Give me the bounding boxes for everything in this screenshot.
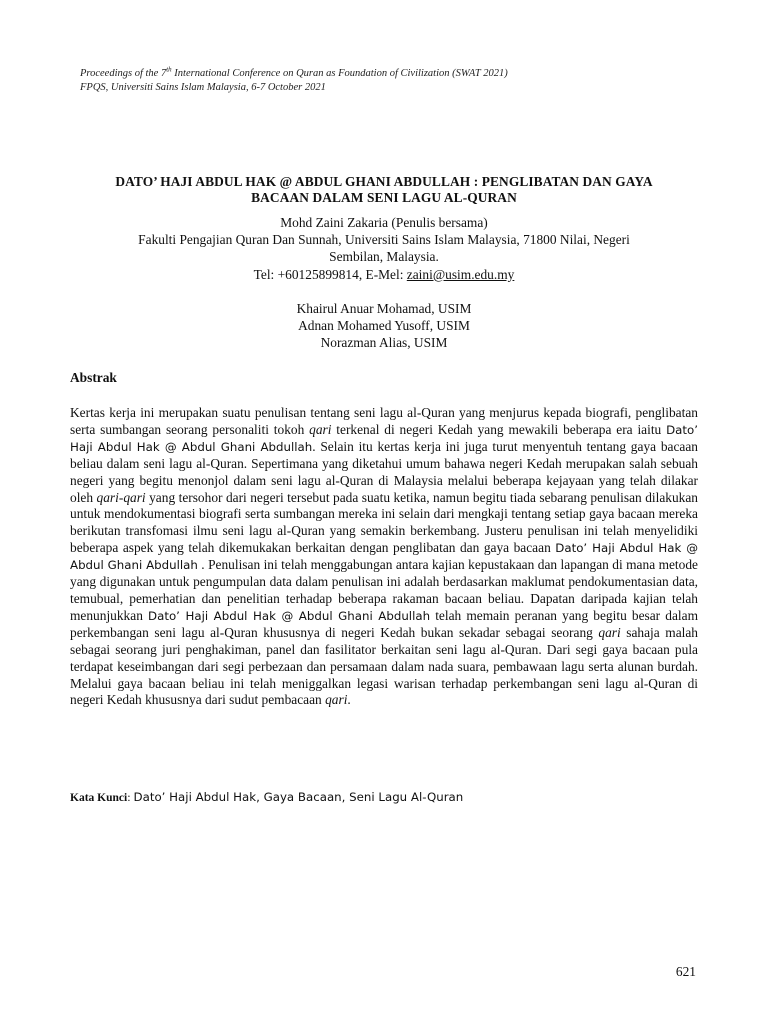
header-text-pre: Proceedings of the 7 bbox=[80, 68, 167, 79]
coauthor-item: Norazman Alias, USIM bbox=[320, 335, 448, 351]
abstract-italic-term: qari-qari bbox=[96, 489, 146, 505]
author-affiliation-2: Sembilan, Malaysia. bbox=[329, 249, 439, 265]
author-block bbox=[70, 214, 698, 283]
author-contact bbox=[70, 266, 698, 283]
abstract-text: telah memain peranan yang begitu besar dalam perkembangan seni lagu al-Quran khususnya di negeri Kedah bukan sekadar sebagai seorang bbox=[70, 607, 698, 640]
abstract-italic-term: qari bbox=[325, 692, 348, 708]
page-number: 621 bbox=[675, 964, 696, 979]
keywords-separator: : bbox=[127, 790, 134, 804]
abstract-italic-term: qari bbox=[598, 624, 621, 640]
keywords-line bbox=[70, 790, 698, 805]
author-email-link[interactable]: zaini@usim.edu.my bbox=[406, 266, 515, 282]
header-superscript: th bbox=[166, 65, 172, 74]
abstract-text: Kertas kerja ini merupakan suatu penulisan tentang seni lagu al-Quran yang menjurus kepada biografi, penglibatan serta sumbangan seorang personaliti tokoh bbox=[70, 405, 698, 437]
header-line-1 bbox=[80, 67, 700, 81]
abstract-person-name: Dato’ Haji Abdul Hak @ Abdul Ghani Abdullah bbox=[70, 422, 698, 454]
title-line-2: BACAAN DALAM SENI LAGU AL-QURAN bbox=[251, 190, 517, 205]
abstract-text: . Penulisan ini telah menggabungan antara kajian kepustakaan dan lapangan di mana metode yang digunakan untuk pengumpulan data dalam penulisan ini adalah berdasarkan maklumat pendokumentasian data, temubual, pemerhatian dan penelitian terhadap beberapa rakaman bacaan beliau. Dapatan daripada kajian telah menunjukkan bbox=[70, 557, 698, 623]
abstract-person-name: Dato’ Haji Abdul Hak @ Abdul Ghani Abdullah bbox=[70, 541, 698, 573]
coauthor-list bbox=[70, 300, 698, 352]
keywords-value: Dato’ Haji Abdul Hak, Gaya Bacaan, Seni Lagu Al-Quran bbox=[133, 790, 464, 804]
header-line-2: FPQS, Universiti Sains Islam Malaysia, 6-7 October 2021 bbox=[80, 82, 326, 93]
abstract-italic-term: qari bbox=[309, 421, 332, 437]
abstract-text: . bbox=[347, 692, 351, 708]
author-name: Mohd Zaini Zakaria (Penulis bersama) bbox=[280, 215, 488, 230]
abstract-heading: Abstrak bbox=[70, 370, 117, 385]
paper-title bbox=[60, 174, 708, 206]
coauthor-item: Adnan Mohamed Yusoff, USIM bbox=[298, 318, 470, 334]
abstract-body bbox=[70, 405, 698, 709]
abstract-text: terkenal di negeri Kedah yang mewakili beberapa era iaitu bbox=[331, 421, 667, 437]
abstract-text: sahaja malah sebagai seorang juri penghakiman, panel dan fasilitator berkaitan seni lagu al-Quran. Dari segi gaya bacaan pula terdapat keseimbangan dari segi perbezaan dan persamaan dalam nada suara, pembawaan lagu serta alunan burdah. Melalui gaya bacaan beliau ini telah meniggalkan legasi warisan terhadap perkembangan seni lagu al-Quran di negeri Kedah khususnya dari sudut pembacaan bbox=[70, 624, 698, 708]
author-affiliation-1: Fakulti Pengajian Quran Dan Sunnah, Universiti Sains Islam Malaysia, 71800 Nilai, Negeri bbox=[138, 232, 630, 248]
title-line-1: DATO’ HAJI ABDUL HAK @ ABDUL GHANI ABDULLAH : PENGLIBATAN DAN GAYA bbox=[115, 174, 653, 189]
abstract-person-name: Dato’ Haji Abdul Hak @ Abdul Ghani Abdullah bbox=[148, 608, 431, 623]
proceedings-header bbox=[80, 67, 700, 95]
coauthor-item: Khairul Anuar Mohamad, USIM bbox=[296, 301, 472, 316]
keywords-label: Kata Kunci bbox=[70, 792, 128, 804]
header-text-post: International Conference on Quran as Foundation of Civilization (SWAT 2021) bbox=[171, 68, 508, 79]
author-contact-prefix: Tel: +60125899814, E-Mel: bbox=[253, 266, 407, 282]
abstract-text: . Selain itu kertas kerja ini juga turut menyentuh tentang gaya bacaan beliau dalam seni lagu al-Quran. Sepertimana yang diketahui umum bahawa negeri Kedah merupakan salah sebuah negeri yang begitu menonjol dalam seni lagu al-Quran di Malaysia melalui beberapa kejayaan yang telah dilakar oleh bbox=[70, 438, 698, 505]
abstract-text: yang tersohor dari negeri tersebut pada suatu ketika, namun begitu tiada sebarang penulisan dilakukan untuk mendokumentasi biografi serta sumbangan mereka ini selain dari mengkaji tentang setiap gaya bacaan mereka berikutan transfomasi ilmu seni lagu al-Quran yang semakin berkembang. Justeru penulisan ini telah menyelidiki beberapa aspek yang telah dikemukakan berkaitan dengan penglibatan dan gaya bacaan bbox=[70, 489, 698, 556]
